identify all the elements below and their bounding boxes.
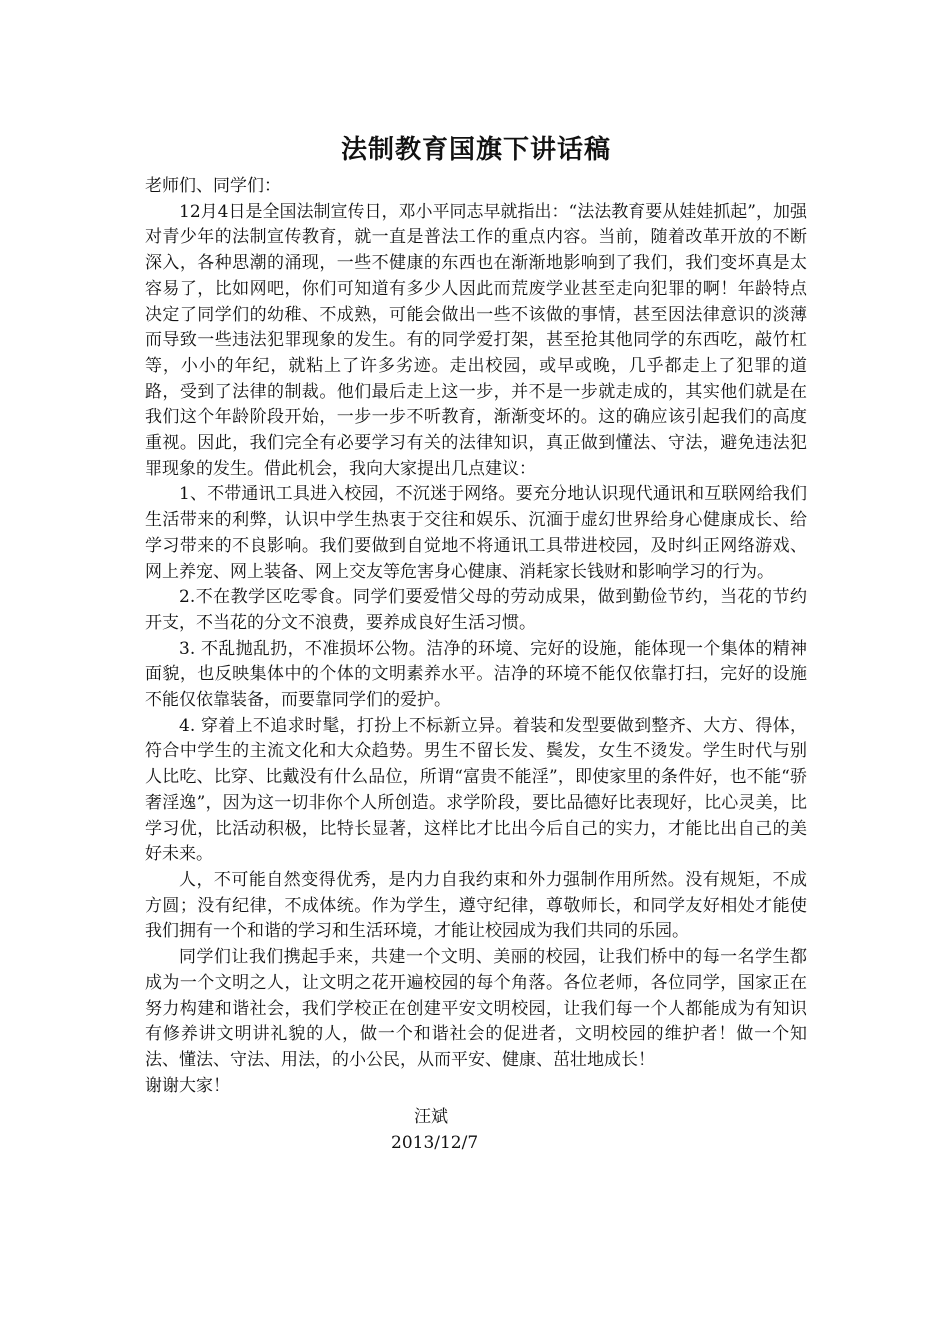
paragraph-suggestion-2: 2.不在教学区吃零食。同学们要爱惜父母的劳动成果，做到勤俭节约，当花的节约开支，不当花的分文不浪费，要养成良好生活习惯。 — [145, 587, 807, 633]
paragraph-call-to-action: 同学们让我们携起手来，共建一个文明、美丽的校园，让我们桥中的每一名学生都成为一个文明之人，让文明之花开遍校园的每个角落。各位老师，各位同学，国家正在努力构建和谐社会，我们学校正在创建平安文明校园，让我们每一个人都能成为有知识有修养讲文明讲礼貌的人，做一个和谐社会的促进者，文明校园的维护者！做一个知法、懂法、守法、用法，的小公民，从而平安、健康、茁壮地成长！ — [145, 947, 807, 1070]
paragraph-suggestion-3: 3. 不乱抛乱扔，不准损坏公物。洁净的环境、完好的设施，能体现一个集体的精神面貌，也反映集体中的个体的文明素养水平。洁净的环境不能仅依靠打扫，完好的设施不能仅依靠装备，而要靠同学们的爱护。 — [145, 638, 807, 711]
author-name: 汪斌 — [414, 1107, 448, 1128]
closing: 谢谢大家！ — [145, 1075, 230, 1096]
signature-block — [145, 1105, 807, 1156]
document-date: 2013/12/7 — [391, 1133, 479, 1154]
document-page — [145, 128, 807, 1157]
paragraph-suggestion-4: 4. 穿着上不追求时髦，打扮上不标新立异。着装和发型要做到整齐、大方、得体，符合中学生的主流文化和大众趋势。男生不留长发、鬓发，女生不烫发。学生时代与别人比吃、比穿、比戴没有什么品位，所谓“富贵不能淫”，即使家里的条件好，也不能“骄奢淫逸”，因为这一切非你个人所创造。求学阶段，要比品德好比表现好，比心灵美，比学习优，比活动积极，比特长显著，这样比才比出今后自己的实力，才能比出自己的美好未来。 — [145, 715, 807, 865]
document-title: 法制教育国旗下讲话稿 — [340, 135, 611, 165]
paragraph-intro: 12月4日是全国法制宣传日，邓小平同志早就指出：“法法教育要从娃娃抓起”，加强对青少年的法制宣传教育，就一直是普法工作的重点内容。当前，随着改革开放的不断深入，各种思潮的涌现，一些不健康的东西也在渐渐地影响到了我们，我们变坏真是太容易了，比如网吧，你们可知道有多少人因此而荒废学业甚至走向犯罪的啊！年龄特点决定了同学们的幼稚、不成熟，可能会做出一些不该做的事情，甚至因法律意识的淡薄而导致一些违法犯罪现象的发生。有的同学爱打架，甚至抢其他同学的东西吃，敲竹杠等，小小的年纪，就粘上了许多劣迹。走出校园，或早或晚，几乎都走上了犯罪的道路，受到了法律的制裁。他们最后走上这一步，并不是一步就走成的，其实他们就是在我们这个年龄阶段开始，一步一步不听教育，渐渐变坏的。这的确应该引起我们的高度重视。因此，我们完全有必要学习有关的法律知识，真正做到懂法、守法，避免违法犯罪现象的发生。借此机会，我向大家提出几点建议： — [145, 201, 807, 479]
greeting: 老师们、同学们： — [145, 176, 281, 196]
paragraph-suggestion-1: 1、不带通讯工具进入校园，不沉迷于网络。要充分地认识现代通讯和互联网给我们生活带来的利弊，认识中学生热衷于交往和娱乐、沉湎于虚幻世界给身心健康成长、给学习带来的不良影响。我们要做到自觉地不将通讯工具带进校园，及时纠正网络游戏、网上养宠、网上装备、网上交友等危害身心健康、消耗家长钱财和影响学习的行为。 — [145, 484, 807, 582]
paragraph-discipline: 人，不可能自然变得优秀，是内力自我约束和外力强制作用所然。没有规矩，不成方圆；没有纪律，不成体统。作为学生，遵守纪律，尊敬师长，和同学友好相处才能使我们拥有一个和谐的学习和生活环境，才能让校园成为我们共同的乐园。 — [145, 869, 807, 942]
